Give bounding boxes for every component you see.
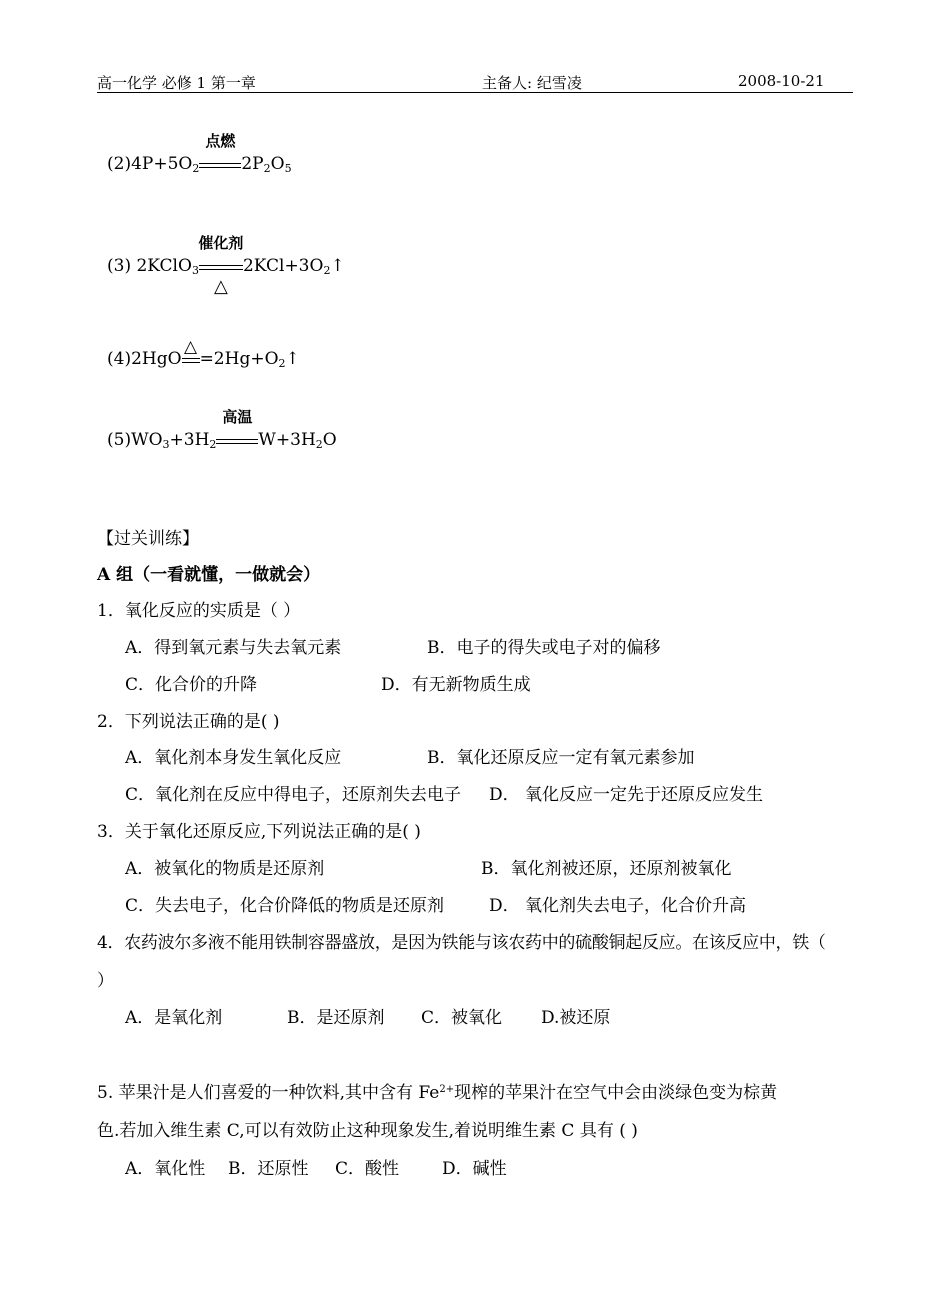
option-b: B．氧化剂被还原，还原剂被氧化 <box>481 859 732 879</box>
option-d: D.被还原 <box>541 1008 611 1028</box>
option-c: C．失去电子，化合价降低的物质是还原剂 <box>125 896 445 916</box>
equation-5 <box>107 407 337 451</box>
condition-label: 催化剂 <box>198 233 244 252</box>
question-2-stem: 2．下列说法正确的是( ) <box>97 712 280 732</box>
question-3-stem: 3．关于氧化还原反应,下列说法正确的是( ) <box>97 822 421 842</box>
option-d: D． 氧化反应一定先于还原反应发生 <box>489 785 764 805</box>
product: 2KCl+3O <box>242 256 324 276</box>
option-d: D． 氧化剂失去电子，化合价升高 <box>489 896 747 916</box>
reaction-condition <box>198 233 244 297</box>
product: =2Hg+O <box>199 349 279 369</box>
reactants: WO <box>131 430 163 450</box>
heat-triangle-icon: △ <box>214 275 228 297</box>
question-1-stem: 1．氧化反应的实质是（ ） <box>97 601 301 621</box>
equation-3 <box>107 233 345 297</box>
equation-number: (3) <box>107 256 137 276</box>
reactants: 2HgO <box>131 349 182 369</box>
question-4-stem-cont: ） <box>97 971 114 991</box>
option-d: D．有无新物质生成 <box>381 675 531 695</box>
product: 2P <box>241 154 264 174</box>
superscript: 2+ <box>439 1084 455 1095</box>
reaction-condition <box>199 131 241 174</box>
reactants: 2KClO <box>136 256 192 276</box>
question-5-stem <box>97 1078 777 1103</box>
option-c: C．酸性 <box>335 1159 400 1179</box>
stem-part: 现榨的苹果汁在空气中会由淡绿色变为棕黄 <box>454 1083 778 1103</box>
section-title: 【过关训练】 <box>97 529 199 549</box>
equation-4 <box>107 336 300 370</box>
gas-arrow: ↑ <box>285 349 300 369</box>
option-b: B．电子的得失或电子对的偏移 <box>427 638 661 658</box>
option-a: A．氧化性 <box>125 1159 206 1179</box>
question-5-stem-line2: 色.若加入维生素 C,可以有效防止这种现象发生,着说明维生素 C 具有 ( ) <box>97 1121 638 1141</box>
option-a: A．被氧化的物质是还原剂 <box>125 859 325 879</box>
equation-number: (5) <box>107 430 132 450</box>
heat-triangle-icon: △ <box>184 336 198 357</box>
subscript: 2 <box>209 438 217 451</box>
header-rule <box>97 92 853 93</box>
subscript: 3 <box>191 264 199 277</box>
option-b: B．氧化还原反应一定有氧元素参加 <box>427 748 695 768</box>
header-center: 主备人: 纪雪凌 <box>482 74 582 92</box>
subscript: 3 <box>162 438 170 451</box>
equation-2 <box>107 131 292 175</box>
subscript: 2 <box>278 357 286 370</box>
subscript: 2 <box>315 438 323 451</box>
product: O <box>322 430 337 450</box>
option-d: D．碱性 <box>442 1159 507 1179</box>
option-b: B．还原性 <box>228 1159 309 1179</box>
subscript: 2 <box>263 162 271 175</box>
subscript: 5 <box>284 162 292 175</box>
subscript: 2 <box>192 162 200 175</box>
reactants: +3H <box>169 430 210 450</box>
header-left: 高一化学 必修 1 第一章 <box>97 74 256 92</box>
gas-arrow: ↑ <box>330 256 345 276</box>
product: O <box>270 154 285 174</box>
subscript: 2 <box>323 264 331 277</box>
question-4-stem: 4．农药波尔多液不能用铁制容器盛放，是因为铁能与该农药中的硫酸铜起反应。在该反应中，铁（ <box>97 933 826 953</box>
option-b: B．是还原剂 <box>287 1008 385 1028</box>
reaction-condition <box>216 407 258 450</box>
option-c: C．被氧化 <box>421 1008 503 1028</box>
option-a: A．氧化剂本身发生氧化反应 <box>125 748 342 768</box>
header-date: 2008-10-21 <box>738 72 825 90</box>
condition-label: 高温 <box>222 407 253 426</box>
product: W+3H <box>258 430 316 450</box>
option-c: C．氧化剂在反应中得电子，还原剂失去电子 <box>125 785 462 805</box>
condition-label: 点燃 <box>205 131 236 150</box>
equation-number: (4) <box>107 349 132 369</box>
option-a: A．是氧化剂 <box>125 1008 223 1028</box>
equation-number: (2) <box>107 154 132 174</box>
group-title: A 组（一看就懂，一做就会） <box>97 565 321 585</box>
stem-part: 5. 苹果汁是人们喜爱的一种饮料,其中含有 Fe <box>97 1083 440 1103</box>
reactants: 4P+5O <box>131 154 193 174</box>
option-c: C．化合价的升降 <box>125 675 258 695</box>
option-a: A．得到氧元素与失去氧元素 <box>125 638 342 658</box>
reaction-condition <box>182 336 200 369</box>
